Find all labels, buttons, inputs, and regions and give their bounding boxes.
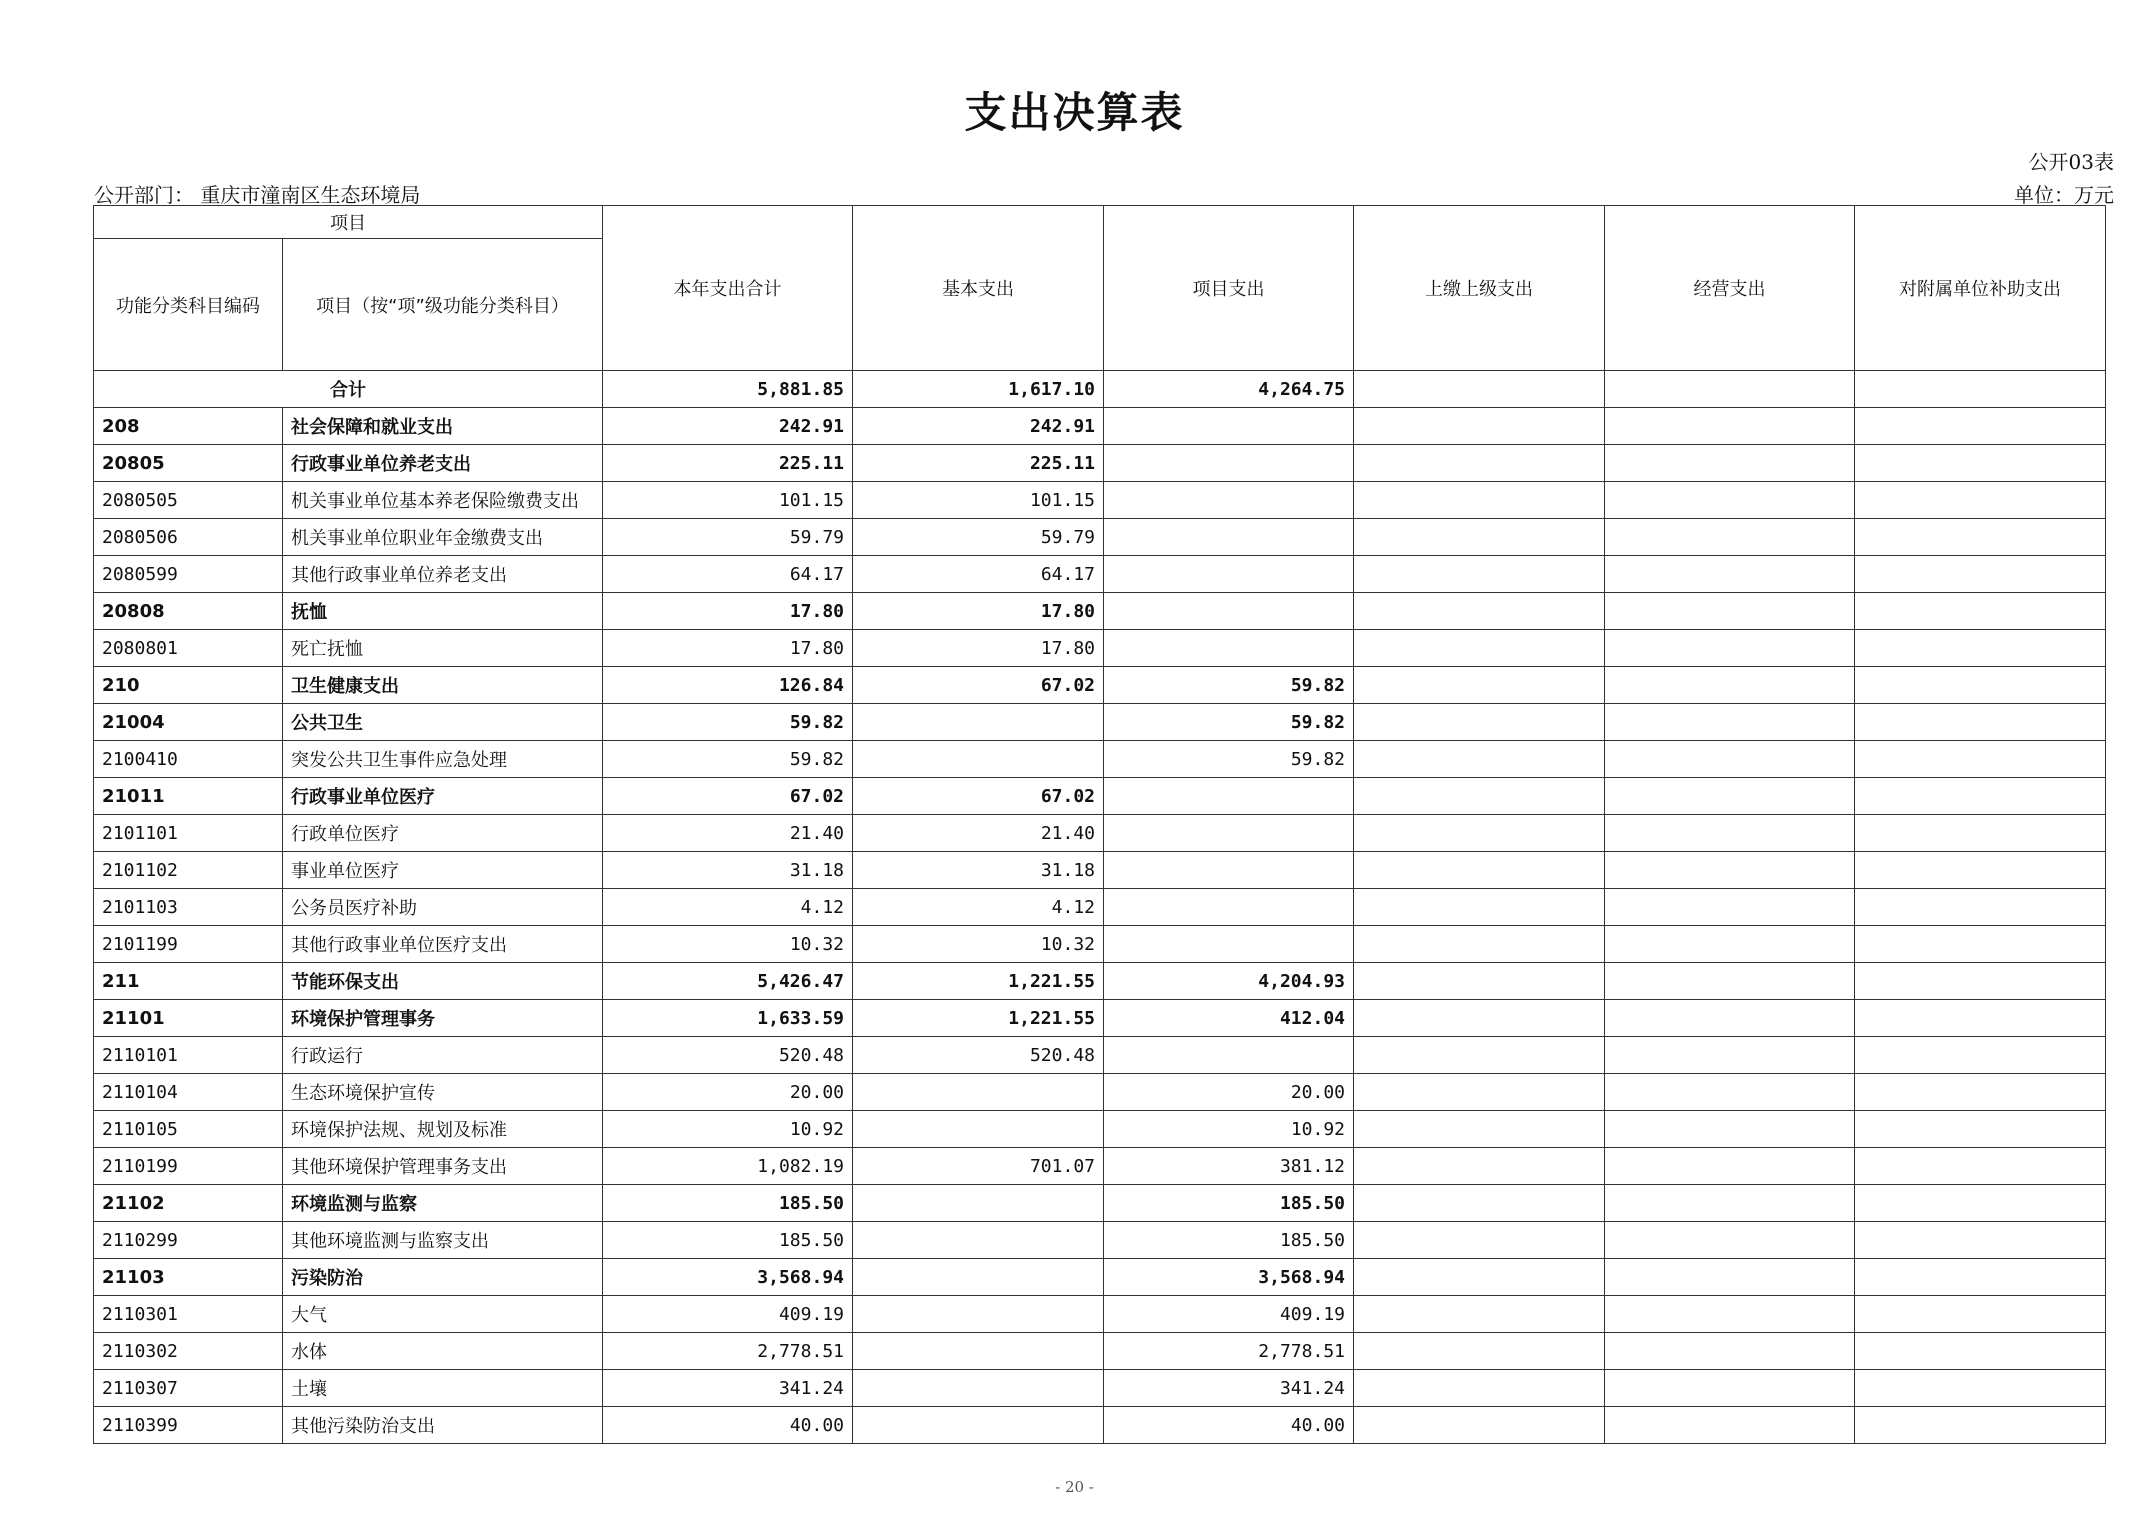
row-basic: [853, 1259, 1104, 1296]
row-project: 341.24: [1104, 1370, 1354, 1407]
row-name: 机关事业单位基本养老保险缴费支出: [283, 482, 603, 519]
row-subsidiary: [1855, 519, 2106, 556]
row-name: 其他环境监测与监察支出: [283, 1222, 603, 1259]
department-label: 公开部门： 重庆市潼南区生态环境局: [94, 183, 421, 207]
row-code: 2110101: [94, 1037, 283, 1074]
row-code: 2110299: [94, 1222, 283, 1259]
row-code: 208: [94, 408, 283, 445]
table-row: [94, 1000, 2106, 1037]
row-name: 行政事业单位医疗: [283, 778, 603, 815]
row-subsidiary: [1855, 889, 2106, 926]
row-total: 59.82: [603, 704, 853, 741]
total-row: [94, 371, 2106, 408]
row-name: 行政事业单位养老支出: [283, 445, 603, 482]
row-total: 225.11: [603, 445, 853, 482]
table-row: [94, 1111, 2106, 1148]
row-code: 21102: [94, 1185, 283, 1222]
row-project: 185.50: [1104, 1185, 1354, 1222]
row-subsidiary: [1855, 704, 2106, 741]
row-project: [1104, 593, 1354, 630]
row-code: 21103: [94, 1259, 283, 1296]
total-label: 合计: [94, 371, 603, 408]
row-upper: [1354, 926, 1605, 963]
row-total: 2,778.51: [603, 1333, 853, 1370]
row-subsidiary: [1855, 1037, 2106, 1074]
header-total: 本年支出合计: [603, 206, 853, 371]
row-subsidiary: [1855, 1074, 2106, 1111]
row-project: [1104, 408, 1354, 445]
row-basic: 1,221.55: [853, 963, 1104, 1000]
row-name: 生态环境保护宣传: [283, 1074, 603, 1111]
row-name: 卫生健康支出: [283, 667, 603, 704]
row-business: [1605, 704, 1855, 741]
row-basic: 17.80: [853, 630, 1104, 667]
table-row: [94, 852, 2106, 889]
row-business: [1605, 741, 1855, 778]
row-project: [1104, 889, 1354, 926]
row-project: 4,204.93: [1104, 963, 1354, 1000]
row-basic: 701.07: [853, 1148, 1104, 1185]
row-project: 3,568.94: [1104, 1259, 1354, 1296]
total-business: [1605, 371, 1855, 408]
row-total: 59.79: [603, 519, 853, 556]
row-upper: [1354, 1148, 1605, 1185]
row-basic: [853, 1370, 1104, 1407]
row-business: [1605, 1037, 1855, 1074]
row-subsidiary: [1855, 778, 2106, 815]
row-project: [1104, 445, 1354, 482]
row-code: 2101101: [94, 815, 283, 852]
row-subsidiary: [1855, 815, 2106, 852]
table-row: [94, 1222, 2106, 1259]
header-business: 经营支出: [1605, 206, 1855, 371]
row-name: 其他环境保护管理事务支出: [283, 1148, 603, 1185]
row-business: [1605, 926, 1855, 963]
row-upper: [1354, 889, 1605, 926]
row-upper: [1354, 556, 1605, 593]
row-total: 1,082.19: [603, 1148, 853, 1185]
table-row: [94, 408, 2106, 445]
row-total: 341.24: [603, 1370, 853, 1407]
row-project: [1104, 815, 1354, 852]
row-subsidiary: [1855, 593, 2106, 630]
row-business: [1605, 1296, 1855, 1333]
row-basic: [853, 704, 1104, 741]
row-subsidiary: [1855, 926, 2106, 963]
row-basic: 21.40: [853, 815, 1104, 852]
row-total: 5,426.47: [603, 963, 853, 1000]
row-project: 40.00: [1104, 1407, 1354, 1444]
row-name: 环境监测与监察: [283, 1185, 603, 1222]
row-upper: [1354, 1222, 1605, 1259]
table-row: [94, 630, 2106, 667]
row-business: [1605, 1111, 1855, 1148]
row-code: 210: [94, 667, 283, 704]
row-subsidiary: [1855, 556, 2106, 593]
table-row: [94, 1296, 2106, 1333]
row-upper: [1354, 630, 1605, 667]
table-row: [94, 1037, 2106, 1074]
header-code: 功能分类科目编码: [94, 239, 283, 371]
row-code: 20808: [94, 593, 283, 630]
row-business: [1605, 408, 1855, 445]
row-subsidiary: [1855, 741, 2106, 778]
row-total: 17.80: [603, 593, 853, 630]
table-row: [94, 1370, 2106, 1407]
row-business: [1605, 778, 1855, 815]
table-row: [94, 482, 2106, 519]
row-name: 其他行政事业单位医疗支出: [283, 926, 603, 963]
row-business: [1605, 630, 1855, 667]
total-project: 4,264.75: [1104, 371, 1354, 408]
row-project: 59.82: [1104, 704, 1354, 741]
row-basic: 520.48: [853, 1037, 1104, 1074]
row-code: 2080505: [94, 482, 283, 519]
row-business: [1605, 1185, 1855, 1222]
row-upper: [1354, 1000, 1605, 1037]
row-name: 机关事业单位职业年金缴费支出: [283, 519, 603, 556]
row-code: 2110399: [94, 1407, 283, 1444]
row-business: [1605, 667, 1855, 704]
row-name: 大气: [283, 1296, 603, 1333]
row-basic: [853, 741, 1104, 778]
row-name: 抚恤: [283, 593, 603, 630]
row-name: 环境保护法规、规划及标准: [283, 1111, 603, 1148]
row-upper: [1354, 815, 1605, 852]
table-row: [94, 593, 2106, 630]
row-basic: 64.17: [853, 556, 1104, 593]
total-subsidiary: [1855, 371, 2106, 408]
row-code: 2080801: [94, 630, 283, 667]
row-project: [1104, 852, 1354, 889]
row-code: 20805: [94, 445, 283, 482]
row-basic: 17.80: [853, 593, 1104, 630]
row-upper: [1354, 963, 1605, 1000]
row-business: [1605, 1370, 1855, 1407]
row-total: 40.00: [603, 1407, 853, 1444]
row-business: [1605, 556, 1855, 593]
row-project: [1104, 926, 1354, 963]
row-business: [1605, 519, 1855, 556]
row-total: 67.02: [603, 778, 853, 815]
row-project: 2,778.51: [1104, 1333, 1354, 1370]
row-subsidiary: [1855, 852, 2106, 889]
row-total: 10.92: [603, 1111, 853, 1148]
row-total: 185.50: [603, 1222, 853, 1259]
row-name: 公务员医疗补助: [283, 889, 603, 926]
row-basic: 225.11: [853, 445, 1104, 482]
total-upper: [1354, 371, 1605, 408]
row-name: 行政运行: [283, 1037, 603, 1074]
row-upper: [1354, 667, 1605, 704]
row-project: 381.12: [1104, 1148, 1354, 1185]
row-name: 死亡抚恤: [283, 630, 603, 667]
row-code: 2101199: [94, 926, 283, 963]
row-subsidiary: [1855, 1222, 2106, 1259]
row-project: 409.19: [1104, 1296, 1354, 1333]
row-basic: [853, 1222, 1104, 1259]
header-subsidiary: 对附属单位补助支出: [1855, 206, 2106, 371]
row-subsidiary: [1855, 1111, 2106, 1148]
row-business: [1605, 889, 1855, 926]
header-basic: 基本支出: [853, 206, 1104, 371]
row-name: 水体: [283, 1333, 603, 1370]
row-subsidiary: [1855, 963, 2106, 1000]
row-basic: [853, 1407, 1104, 1444]
row-project: [1104, 630, 1354, 667]
table-row: [94, 704, 2106, 741]
row-name: 行政单位医疗: [283, 815, 603, 852]
table-row: [94, 667, 2106, 704]
table-row: [94, 889, 2106, 926]
row-total: 17.80: [603, 630, 853, 667]
row-code: 2110307: [94, 1370, 283, 1407]
row-name: 事业单位医疗: [283, 852, 603, 889]
row-total: 64.17: [603, 556, 853, 593]
row-basic: [853, 1296, 1104, 1333]
row-code: 2110199: [94, 1148, 283, 1185]
row-subsidiary: [1855, 630, 2106, 667]
row-project: 185.50: [1104, 1222, 1354, 1259]
row-name: 其他行政事业单位养老支出: [283, 556, 603, 593]
row-project: 20.00: [1104, 1074, 1354, 1111]
row-code: 2110302: [94, 1333, 283, 1370]
row-upper: [1354, 1037, 1605, 1074]
document-title: 支出决算表: [964, 88, 1185, 137]
row-subsidiary: [1855, 1407, 2106, 1444]
row-upper: [1354, 741, 1605, 778]
row-basic: 59.79: [853, 519, 1104, 556]
row-basic: 67.02: [853, 667, 1104, 704]
row-total: 3,568.94: [603, 1259, 853, 1296]
table-row: [94, 926, 2106, 963]
row-upper: [1354, 482, 1605, 519]
row-basic: 31.18: [853, 852, 1104, 889]
row-total: 242.91: [603, 408, 853, 445]
row-total: 21.40: [603, 815, 853, 852]
table-row: [94, 815, 2106, 852]
row-total: 31.18: [603, 852, 853, 889]
row-business: [1605, 963, 1855, 1000]
row-upper: [1354, 1407, 1605, 1444]
row-basic: 4.12: [853, 889, 1104, 926]
row-total: 20.00: [603, 1074, 853, 1111]
row-project: [1104, 519, 1354, 556]
row-project: 10.92: [1104, 1111, 1354, 1148]
row-total: 4.12: [603, 889, 853, 926]
page-number: - 20 -: [1055, 1478, 1094, 1496]
row-total: 409.19: [603, 1296, 853, 1333]
row-code: 2110105: [94, 1111, 283, 1148]
total-total: 5,881.85: [603, 371, 853, 408]
row-project: [1104, 482, 1354, 519]
row-business: [1605, 815, 1855, 852]
row-upper: [1354, 1074, 1605, 1111]
row-name: 其他污染防治支出: [283, 1407, 603, 1444]
row-business: [1605, 1407, 1855, 1444]
row-subsidiary: [1855, 1259, 2106, 1296]
header-upper: 上缴上级支出: [1354, 206, 1605, 371]
row-business: [1605, 482, 1855, 519]
row-upper: [1354, 1111, 1605, 1148]
row-name: 节能环保支出: [283, 963, 603, 1000]
row-code: 2110104: [94, 1074, 283, 1111]
row-project: 59.82: [1104, 741, 1354, 778]
table-row: [94, 1074, 2106, 1111]
row-code: 2110301: [94, 1296, 283, 1333]
row-subsidiary: [1855, 667, 2106, 704]
row-business: [1605, 1259, 1855, 1296]
row-business: [1605, 1148, 1855, 1185]
row-basic: 10.32: [853, 926, 1104, 963]
row-name: 污染防治: [283, 1259, 603, 1296]
row-code: 21004: [94, 704, 283, 741]
table-row: [94, 741, 2106, 778]
row-business: [1605, 1074, 1855, 1111]
table-row: [94, 1407, 2106, 1444]
table-row: [94, 519, 2106, 556]
table-row: [94, 1185, 2106, 1222]
header-project: 项目支出: [1104, 206, 1354, 371]
row-total: 101.15: [603, 482, 853, 519]
row-upper: [1354, 1296, 1605, 1333]
row-subsidiary: [1855, 482, 2106, 519]
table-row: [94, 1259, 2106, 1296]
table-number: 公开03表: [2028, 150, 2114, 174]
row-basic: 1,221.55: [853, 1000, 1104, 1037]
header-name: 项目（按“项”级功能分类科目）: [283, 239, 603, 371]
row-code: 2080506: [94, 519, 283, 556]
row-subsidiary: [1855, 445, 2106, 482]
row-upper: [1354, 852, 1605, 889]
row-subsidiary: [1855, 1296, 2106, 1333]
table-row: [94, 1148, 2106, 1185]
row-project: [1104, 556, 1354, 593]
table-row: [94, 778, 2106, 815]
table-row: [94, 1333, 2106, 1370]
row-business: [1605, 445, 1855, 482]
row-total: 520.48: [603, 1037, 853, 1074]
row-name: 突发公共卫生事件应急处理: [283, 741, 603, 778]
expenditure-table: [93, 205, 2106, 1444]
row-subsidiary: [1855, 1370, 2106, 1407]
row-upper: [1354, 445, 1605, 482]
row-subsidiary: [1855, 1148, 2106, 1185]
row-upper: [1354, 1333, 1605, 1370]
table-row: [94, 963, 2106, 1000]
row-code: 21011: [94, 778, 283, 815]
row-code: 2101102: [94, 852, 283, 889]
row-basic: [853, 1333, 1104, 1370]
row-basic: 242.91: [853, 408, 1104, 445]
row-subsidiary: [1855, 1333, 2106, 1370]
row-basic: [853, 1074, 1104, 1111]
row-code: 211: [94, 963, 283, 1000]
row-basic: [853, 1111, 1104, 1148]
row-business: [1605, 1000, 1855, 1037]
row-business: [1605, 852, 1855, 889]
row-project: 59.82: [1104, 667, 1354, 704]
unit-label: 单位：万元: [2014, 183, 2114, 207]
row-upper: [1354, 1259, 1605, 1296]
row-project: [1104, 1037, 1354, 1074]
row-business: [1605, 593, 1855, 630]
row-name: 公共卫生: [283, 704, 603, 741]
row-upper: [1354, 778, 1605, 815]
row-code: 21101: [94, 1000, 283, 1037]
total-basic: 1,617.10: [853, 371, 1104, 408]
row-code: 2080599: [94, 556, 283, 593]
row-basic: [853, 1185, 1104, 1222]
row-total: 126.84: [603, 667, 853, 704]
row-subsidiary: [1855, 1185, 2106, 1222]
header-item: 项目: [94, 206, 603, 239]
row-basic: 101.15: [853, 482, 1104, 519]
table-row: [94, 556, 2106, 593]
row-code: 2100410: [94, 741, 283, 778]
row-total: 10.32: [603, 926, 853, 963]
row-total: 59.82: [603, 741, 853, 778]
row-total: 185.50: [603, 1185, 853, 1222]
table-row: [94, 445, 2106, 482]
row-basic: 67.02: [853, 778, 1104, 815]
row-total: 1,633.59: [603, 1000, 853, 1037]
row-name: 土壤: [283, 1370, 603, 1407]
row-subsidiary: [1855, 408, 2106, 445]
row-name: 环境保护管理事务: [283, 1000, 603, 1037]
row-project: 412.04: [1104, 1000, 1354, 1037]
row-name: 社会保障和就业支出: [283, 408, 603, 445]
row-business: [1605, 1333, 1855, 1370]
row-upper: [1354, 408, 1605, 445]
row-upper: [1354, 704, 1605, 741]
row-upper: [1354, 1185, 1605, 1222]
row-code: 2101103: [94, 889, 283, 926]
row-upper: [1354, 1370, 1605, 1407]
row-upper: [1354, 593, 1605, 630]
row-upper: [1354, 519, 1605, 556]
row-project: [1104, 778, 1354, 815]
row-subsidiary: [1855, 1000, 2106, 1037]
row-business: [1605, 1222, 1855, 1259]
